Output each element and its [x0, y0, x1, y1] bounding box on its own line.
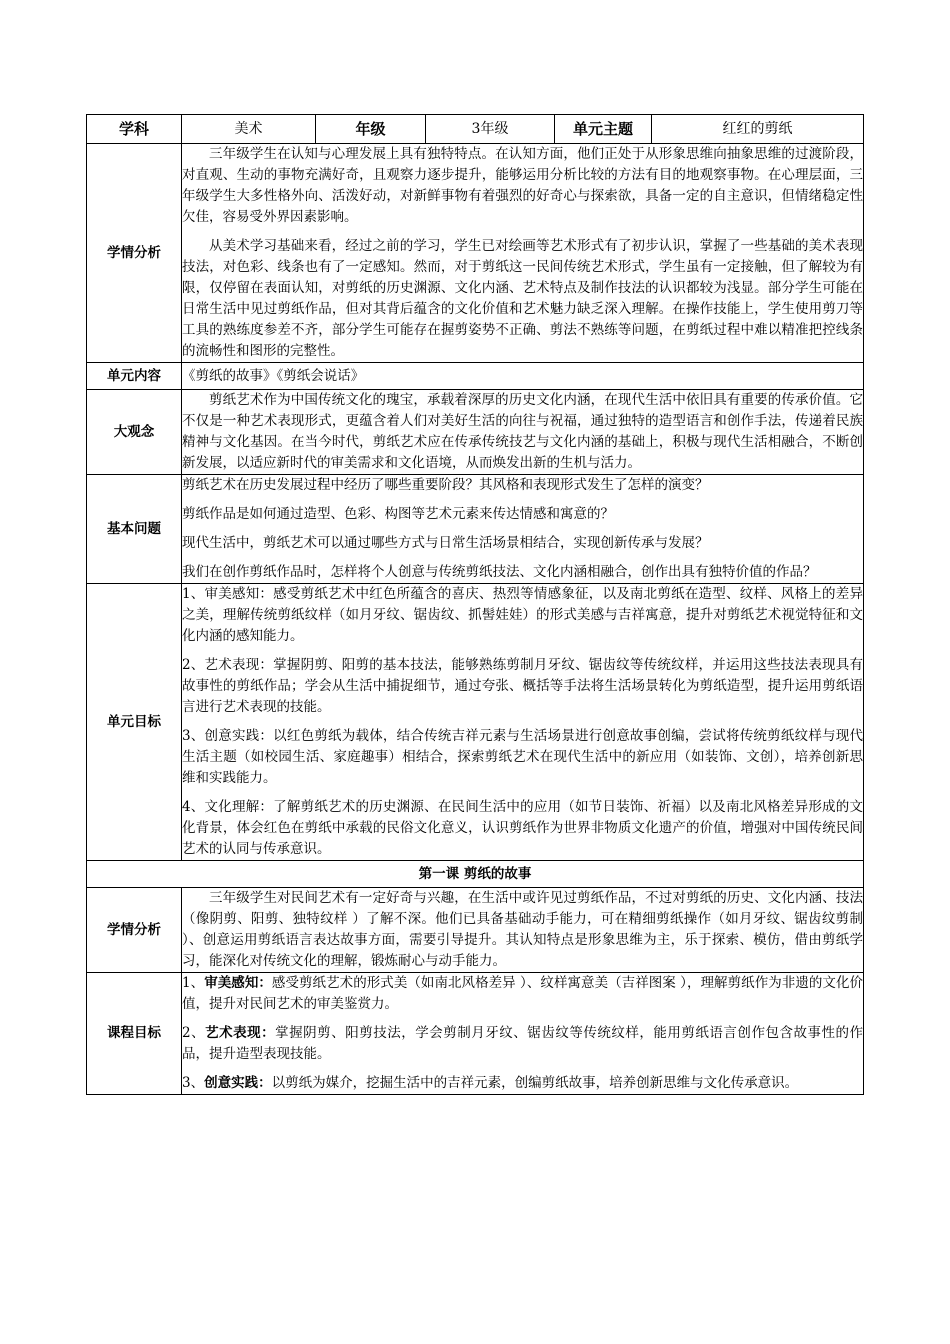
- basic-question-item: 剪纸作品是如何通过造型、色彩、构图等艺术元素来传达情感和寓意的？: [182, 506, 614, 522]
- lesson1-title: 第一课 剪纸的故事: [87, 861, 864, 888]
- lesson-plan-page: [86, 114, 863, 1095]
- big-idea-content: [182, 390, 864, 475]
- unit-goals-row: [87, 584, 864, 861]
- basic-question-item: 我们在创作剪纸作品时，怎样将个人创意与传统剪纸技法、文化内涵相融合，创作出具有独特价值的作品？: [182, 564, 817, 580]
- unit-goal-item: 3、创意实践：以红色剪纸为载体，结合传统吉祥元素与生活场景进行创意故事创编，尝试将传统剪纸纹样与现代生活主题（如校园生活、家庭趣事）相结合，探索剪纸艺术在现代生活中的新应用（如装饰、文创），培养创新思维和实践能力。: [182, 728, 863, 786]
- lesson1-goal-item: [182, 973, 863, 1015]
- unit-theme-value: 红红的剪纸: [652, 115, 864, 144]
- unit-goal-item: 4、文化理解：了解剪纸艺术的历史渊源、在民间生活中的应用（如节日装饰、祈福）以及南北风格差异形成的文化背景，体会红色在剪纸中承载的民俗文化意义，认识剪纸作为世界非物质文化遗产的价值，增强对中国传统民间艺术的认同与传承意识。: [182, 799, 863, 857]
- goal-heading: 艺术表现：: [205, 1025, 276, 1041]
- lesson1-goal-item: [182, 1073, 863, 1094]
- unit-content-label: 单元内容: [87, 363, 182, 390]
- subject-label: 学科: [87, 115, 182, 144]
- unit-theme-label: 单元主题: [555, 115, 652, 144]
- lesson1-goals-row: [87, 973, 864, 1095]
- lesson1-goal-item: [182, 1023, 863, 1065]
- basic-question-item: 剪纸艺术在历史发展过程中经历了哪些重要阶段？其风格和表现形式发生了怎样的演变？: [182, 477, 709, 493]
- grade-value: 3年级: [426, 115, 555, 144]
- unit-goals-content: [182, 584, 864, 861]
- lesson1-analysis-label: 学情分析: [87, 888, 182, 973]
- basic-questions-row: [87, 475, 864, 584]
- lesson1-analysis-row: [87, 888, 864, 973]
- lesson1-title-row: [87, 861, 864, 888]
- learner-analysis-content: [182, 144, 864, 363]
- lesson-plan-table: [86, 114, 864, 1095]
- lesson1-goals-content: [182, 973, 864, 1095]
- goal-body: 以剪纸为媒介，挖掘生活中的吉祥元素，创编剪纸故事，培养创新思维与文化传承意识。: [271, 1075, 799, 1091]
- unit-goals-label: 单元目标: [87, 584, 182, 861]
- goal-number: 1、: [182, 975, 205, 991]
- grade-label: 年级: [316, 115, 426, 144]
- subject-value: 美术: [182, 115, 316, 144]
- learner-analysis-label: 学情分析: [87, 144, 182, 363]
- unit-goal-item: 1、审美感知：感受剪纸艺术中红色所蕴含的喜庆、热烈等情感象征，以及南北剪纸在造型、纹样、风格上的差异之美，理解传统剪纸纹样（如月牙纹、锯齿纹、抓髻娃娃）的形式美感与吉祥寓意，提升对剪纸艺术视觉特征和文化内涵的感知能力。: [182, 586, 863, 644]
- lesson1-analysis-text: 三年级学生对民间艺术有一定好奇与兴趣，在生活中或许见过剪纸作品，不过对剪纸的历史、文化内涵、技法（像阴剪、阳剪、独特纹样 ）了解不深。他们已具备基础动手能力，可在精细剪纸操作（如月牙纹、锯齿纹剪制 ）、创意运用剪纸语言表达故事方面，需要引导提升。其认知特点是形象思维为主，乐于探索、模仿，借由剪纸学习，能深化对传统文化的理解，锻炼耐心与动手能力。: [182, 890, 863, 969]
- learner-analysis-row: [87, 144, 864, 363]
- basic-questions-label: 基本问题: [87, 475, 182, 584]
- lesson1-analysis-content: [182, 888, 864, 973]
- basic-questions-content: [182, 475, 864, 584]
- goal-heading: 审美感知：: [204, 975, 272, 991]
- unit-content-text: 《剪纸的故事》《剪纸会说话》: [182, 363, 864, 390]
- goal-heading: 创意实践：: [204, 1075, 272, 1091]
- lesson1-goals-label: 课程目标: [87, 973, 182, 1095]
- big-idea-row: [87, 390, 864, 475]
- basic-question-item: 现代生活中，剪纸艺术可以通过哪些方式与日常生活场景相结合，实现创新传承与发展？: [182, 535, 709, 551]
- header-row: [87, 115, 864, 144]
- unit-content-row: [87, 363, 864, 390]
- goal-number: 2、: [182, 1025, 206, 1041]
- unit-goal-item: 2、艺术表现：掌握阴剪、阳剪的基本技法，能够熟练剪制月牙纹、锯齿纹等传统纹样，并运用这些技法表现具有故事性的剪纸作品；学会从生活中捕捉细节，通过夸张、概括等手法将生活场景转化为剪纸造型，提升运用剪纸语言进行艺术表现的技能。: [182, 657, 863, 715]
- big-idea-text: 剪纸艺术作为中国传统文化的瑰宝，承载着深厚的历史文化内涵，在现代生活中依旧具有重要的传承价值。它不仅是一种艺术表现形式，更蕴含着人们对美好生活的向往与祝福，通过独特的造型语言和创作手法，传递着民族精神与文化基因。在当今时代，剪纸艺术应在传承传统技艺与文化内涵的基础上，积极与现代生活相融合，不断创新发展，以适应新时代的审美需求和文化语境，从而焕发出新的生机与活力。: [182, 392, 863, 471]
- learner-analysis-paragraph: 从美术学习基础来看，经过之前的学习，学生已对绘画等艺术形式有了初步认识，掌握了一些基础的美术表现技法，对色彩、线条也有了一定感知。然而，对于剪纸这一民间传统艺术形式，学生虽有一定接触，但了解较为有限，仅停留在表面认知，对剪纸的历史渊源、文化内涵、艺术特点及制作技法的认识都较为浅显。部分学生可能在日常生活中见过剪纸作品，但对其背后蕴含的文化价值和艺术魅力缺乏深入理解。在操作技能上，学生使用剪刀等工具的熟练度参差不齐，部分学生可能存在握剪姿势不正确、剪法不熟练等问题，在剪纸过程中难以精准把控线条的流畅性和图形的完整性。: [182, 238, 863, 359]
- big-idea-label: 大观念: [87, 390, 182, 475]
- goal-body: 掌握阴剪、阳剪技法，学会剪制月牙纹、锯齿纹等传统纹样，能用剪纸语言创作包含故事性的作品，提升造型表现技能。: [182, 1025, 864, 1062]
- learner-analysis-paragraph: 三年级学生在认知与心理发展上具有独特特点。在认知方面，他们正处于从形象思维向抽象思维的过渡阶段，对直观、生动的事物充满好奇，且观察力逐步提升，能够运用分析比较的方法有目的地观察事物。在心理层面，三年级学生大多性格外向、活泼好动，对新鲜事物有着强烈的好奇心与探索欲，具备一定的自主意识，但情绪稳定性欠佳，容易受外界因素影响。: [182, 146, 863, 225]
- goal-number: 3、: [182, 1075, 205, 1091]
- goal-body: 感受剪纸艺术的形式美（如南北风格差异 ）、纹样寓意美（吉祥图案 ），理解剪纸作为非遗的文化价值，提升对民间艺术的审美鉴赏力。: [182, 975, 864, 1012]
